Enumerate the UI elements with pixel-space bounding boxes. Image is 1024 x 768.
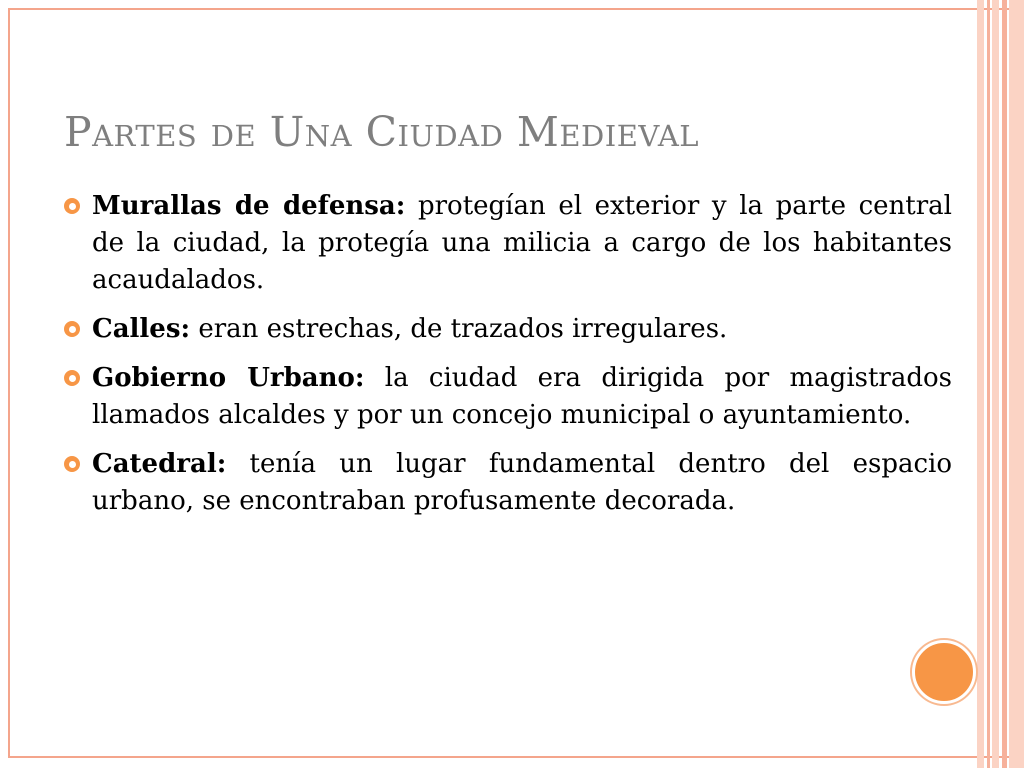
right-stripe bbox=[992, 0, 999, 768]
bullet-term: Catedral: bbox=[92, 449, 227, 479]
bullet-term: Gobierno Urbano: bbox=[92, 363, 365, 393]
right-stripe bbox=[977, 0, 984, 768]
right-stripe bbox=[1009, 0, 1024, 768]
bullet-item bbox=[64, 446, 952, 520]
bullet-ring-icon bbox=[64, 370, 80, 386]
bullet-item bbox=[64, 360, 952, 434]
bullet-term: Murallas de defensa: bbox=[92, 191, 406, 221]
bullet-term: Calles: bbox=[92, 314, 191, 344]
bullet-text: eran estrechas, de trazados irregulares. bbox=[190, 314, 728, 344]
circle-decoration-icon bbox=[912, 640, 976, 704]
right-stripe bbox=[1002, 0, 1007, 768]
bullet-text: tenía un lugar fundamental dentro del espacio urbano, se encontraban profusamente decorada. bbox=[92, 449, 952, 516]
bullet-item bbox=[64, 311, 952, 348]
bullet-item bbox=[64, 188, 952, 299]
right-stripe bbox=[987, 0, 990, 768]
bullet-ring-icon bbox=[64, 456, 80, 472]
bullet-ring-icon bbox=[64, 321, 80, 337]
slide-title: Partes de Una Ciudad Medieval bbox=[64, 108, 700, 156]
bullet-text: la ciudad era dirigida por magistrados llamados alcaldes y por un concejo municipal o ayuntamiento. bbox=[92, 363, 952, 430]
bullet-ring-icon bbox=[64, 198, 80, 214]
bullet-text: protegían el exterior y la parte central de la ciudad, la protegía una milicia a cargo de los habitantes acaudalados. bbox=[92, 191, 952, 295]
bullet-list bbox=[64, 188, 952, 532]
